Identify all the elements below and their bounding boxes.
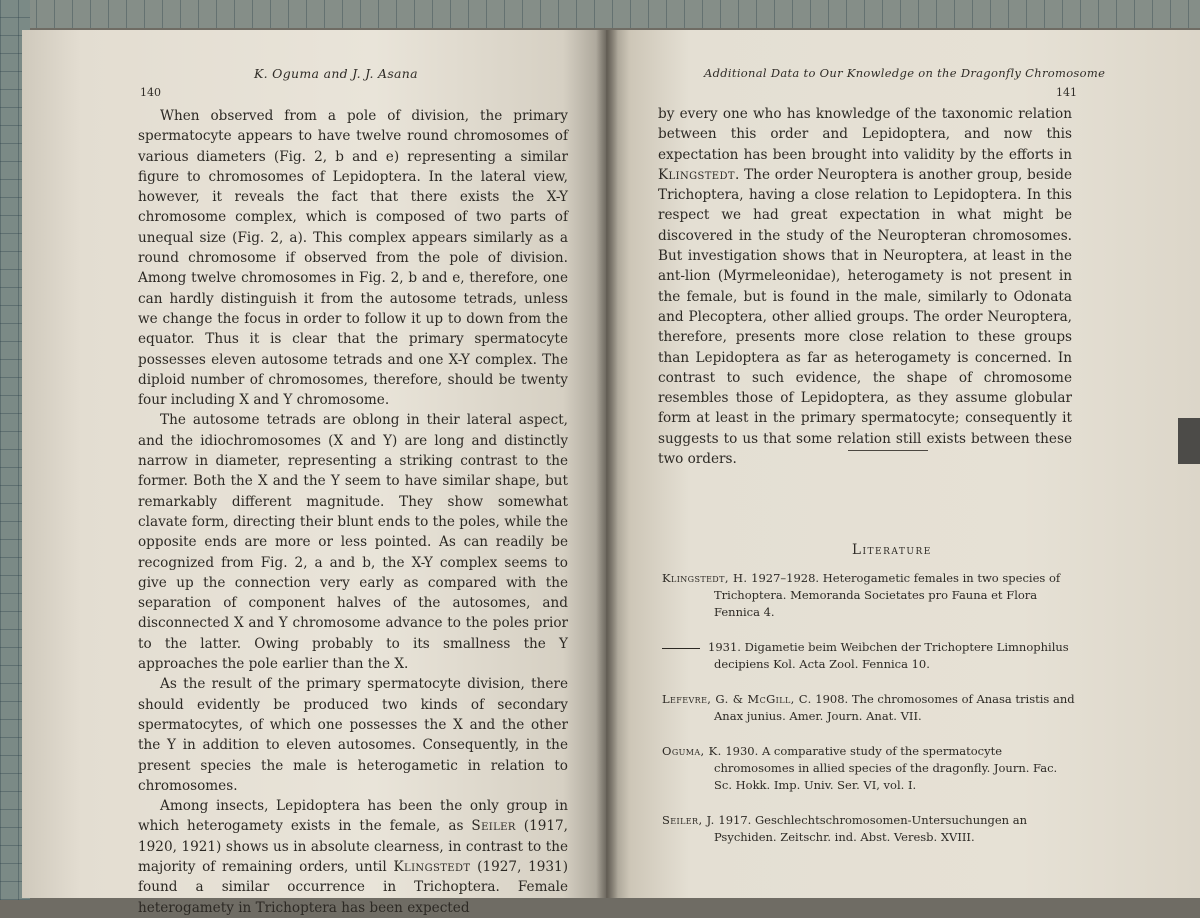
right-body-text (658, 104, 1072, 469)
author-name: Seiler (471, 818, 516, 835)
right-page-number: 141 (1056, 86, 1077, 99)
paragraph: by every one who has knowledge of the taxonomic relation between this order and Lepidoptera, and now this expectation has been brought into validity by the efforts in Klingstedt. The order Neuroptera is another group, beside Trichoptera, having a close relation to Lepidoptera. In this respect we had great expectation in what might be discovered in the study of the Neuropteran chromosomes. But investigation shows that in Neuroptera, at least in the ant-lion (Myrmeleonidae), heterogamety is not present in the female, but is found in the male, similarly to Odonata and Plecoptera, other allied groups. The order Neuroptera, therefore, presents more close relation to these groups than Lepidoptera as far as heterogamety is concerned. In contrast to such evidence, the shape of chromosome resembles those of Lepidoptera, as they assume globular form at least in the primary spermatocyte; consequently it suggests to us that some relation still exists between these two orders. (658, 106, 1072, 468)
left-page-number: 140 (140, 86, 161, 99)
paragraph: When observed from a pole of division, the primary spermatocyte appears to have twelve round chromosomes of various diameters (Fig. 2, b and e) representing a similar figure to chromosomes of Lepidoptera. In the lateral view, however, it reveals the fact that there exists the X-Y chromosome complex, which is composed of two parts of unequal size (Fig. 2, a). This complex appears similarly as a round chromosome if observed from the pole of division. Among twelve chromosomes in Fig. 2, b and e, therefore, one can hardly distinguish it from the autosome tetrads, unless we change the focus in order to follow it up to down from the equator. Thus it is clear that the primary spermatocyte possesses eleven autosome tetrads and one X-Y complex. The diploid number of chromosomes, therefore, should be twenty four including X and Y chromosome. (138, 108, 568, 409)
ditto-dash (662, 648, 700, 649)
reference-item: Klingstedt, H. 1927–1928. Heterogametic females in two species of Trichoptera. Memoranda Societates pro Fauna et Flora Fennica 4. (662, 571, 1061, 619)
left-running-head: K. Oguma and J. J. Asana (254, 66, 418, 81)
book-gutter (596, 30, 618, 898)
paragraph: The autosome tetrads are oblong in their lateral aspect, and the idiochromosomes (X and Y) are long and distinctly narrow in diameter, representing a striking contrast to the former. Both the X and the Y seem to have similar shape, but remarkably different magnitude. They show somewhat clavate form, directing their blunt ends to the poles, while the opposite ends are more or less pointed. As can readily be recognized from Fig. 2, a and b, the X-Y complex seems to give up the connection very early as compared with the separation of component halves of the autosomes, and disconnected X and Y chromosome advance to the poles prior to the latter. Owing probably to its smallness the Y approaches the pole earlier than the X. (138, 412, 568, 673)
paragraph: Among insects, Lepidoptera has been the only group in which heterogamety exists in the female, as Seiler (1917, 1920, 1921) shows us in absolute clearness, in contrast to the majority of remaining orders, until Klingstedt (1927, 1931) found a similar occurrence in Trichoptera. Female heterogamety in Trichoptera has been expected (138, 798, 568, 916)
reference-item: Seiler, J. 1917. Geschlechtschromosomen-Untersuchungen an Psychiden. Zeitschr. ind. Abst. Veresb. XVIII. (662, 813, 1028, 844)
author-name: Klingstedt (393, 858, 471, 875)
reference-list (662, 570, 1078, 864)
literature-heading: Literature (852, 542, 932, 558)
right-running-head: Additional Data to Our Knowledge on the Dragonfly Chromosome (704, 66, 1106, 80)
reference-item: Lefevre, G. & McGill, C. 1908. The chromosomes of Anasa tristis and Anax junius. Amer. Journ. Anat. VII. (662, 692, 1075, 723)
background-mat-top (0, 0, 1200, 28)
right-page (606, 30, 1200, 898)
paragraph: As the result of the primary spermatocyte division, there should evidently be produced two kinds of secondary spermatocytes, of which one possesses the X and the other the Y in addition to eleven autosomes. Consequently, in the present species the male is heterogametic in relation to chromosomes. (138, 676, 568, 794)
left-body-text (138, 106, 568, 918)
author-name: Klingstedt (658, 166, 735, 183)
reference-item: 1931. Digametie beim Weibchen der Trichoptere Limnophilus decipiens Kol. Acta Zool. Fennica 10. (662, 639, 1078, 673)
page-edge-tab (1178, 418, 1200, 464)
reference-item: Oguma, K. 1930. A comparative study of the spermatocyte chromosomes in allied species of the dragonfly. Journ. Fac. Sc. Hokk. Imp. Univ. Ser. VI, vol. I. (662, 744, 1058, 792)
section-divider (848, 450, 928, 451)
left-page (22, 30, 610, 916)
